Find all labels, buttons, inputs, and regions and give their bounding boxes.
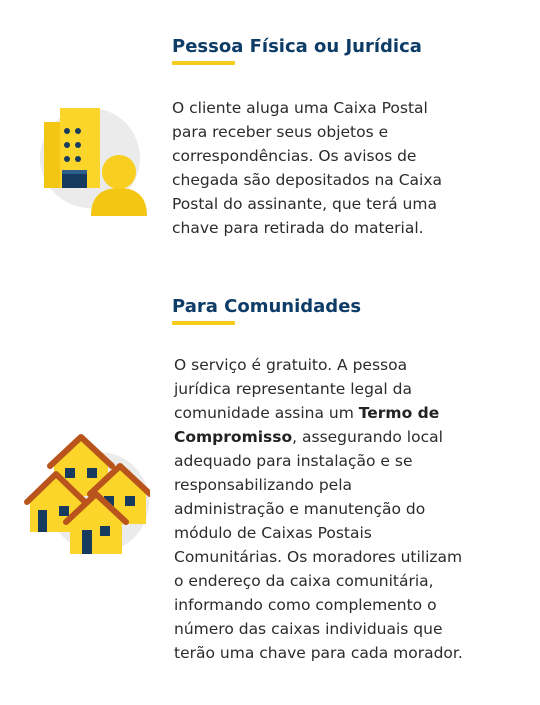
section-description [174,353,504,665]
title-underline [172,61,235,65]
term-highlight: Compromisso [174,428,293,446]
text-line: jurídica representante legal da [174,380,413,398]
text-segment: comunidade assina um [174,404,359,422]
section-pessoa-fisica-juridica [0,0,540,260]
text-line: número das caixas individuais que [174,620,443,638]
text-line: O cliente aluga uma Caixa Postal [172,99,428,117]
text-line: adequado para instalação e se [174,452,413,470]
text-line: administração e manutenção do [174,500,426,518]
text-line: O serviço é gratuito. A pessoa [174,356,408,374]
text-line: Postal do assinante, que terá uma [172,195,437,213]
text-line: responsabilizando pela [174,476,353,494]
text-line: correspondências. Os avisos de [172,147,417,165]
text-line: chegada são depositados na Caixa [172,171,442,189]
building-person-icon [38,102,153,220]
title-underline [172,321,235,325]
text-line: módulo de Caixas Postais [174,524,372,542]
text-line: Comunitárias. Os moradores utilizam [174,548,463,566]
text-line: informando como complemento o [174,596,437,614]
text-line [174,425,504,449]
section-description [172,96,502,240]
text-line: chave para retirada do material. [172,219,424,237]
text-line: terão uma chave para cada morador. [174,644,463,662]
houses-icon [24,432,150,557]
text-line: para receber seus objetos e [172,123,389,141]
section-title: Pessoa Física ou Jurídica [172,36,422,57]
section-title: Para Comunidades [172,296,362,317]
term-highlight: Termo de [358,404,440,422]
section-para-comunidades [0,260,540,705]
text-segment: , assegurando local [292,428,443,446]
text-line: o endereço da caixa comunitária, [174,572,434,590]
text-line [174,401,504,425]
